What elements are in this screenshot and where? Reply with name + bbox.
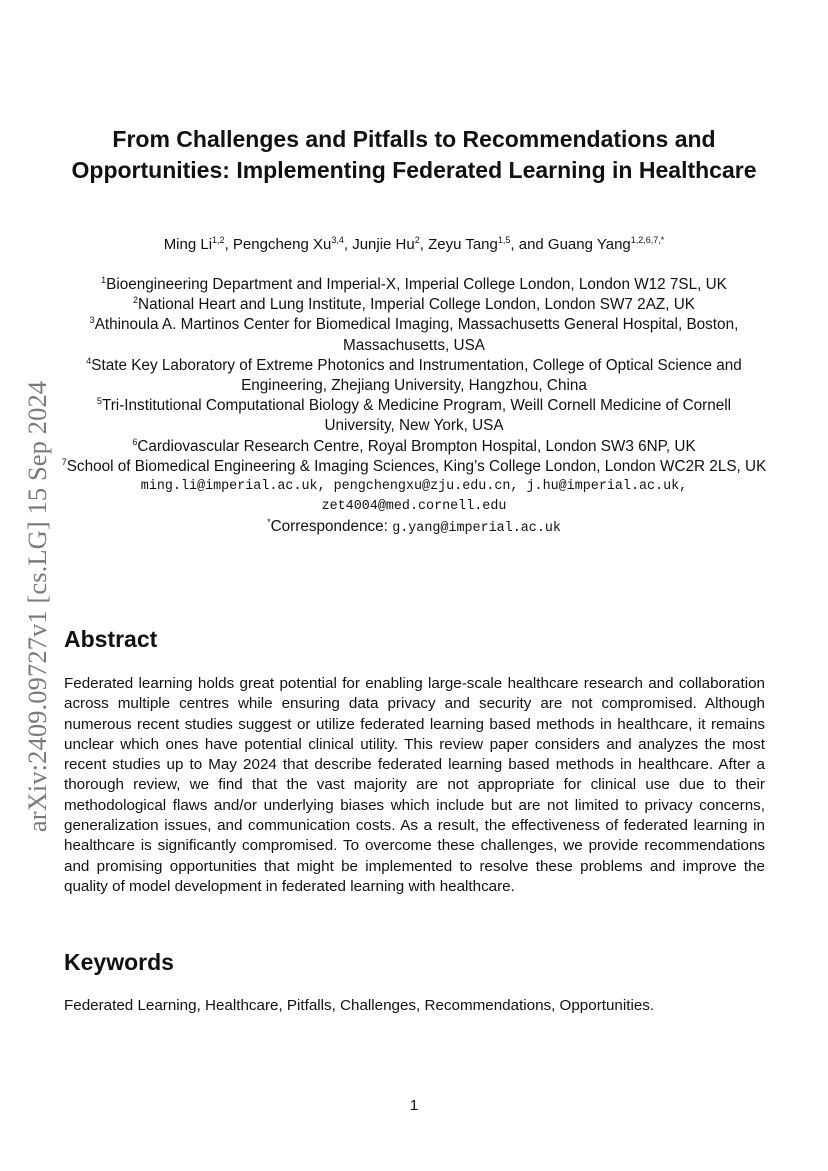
- affiliation-number: 2: [133, 295, 139, 306]
- correspondence-mark: *: [267, 517, 271, 528]
- abstract-body: Federated learning holds great potential for enabling large-scale healthcare research and collaboration across multiple centres while ensuring data privacy and security are not compromised. Although numerous recent studies suggest or utilize federated learning based methods in healthcare, it remains unclear which ones have potential clinical utility. This review paper considers and analyzes the most recent studies up to May 2024 that describe federated learning based methods in healthcare. After a thorough review, we find that the vast majority are not appropriate for clinical use due to their methodological flaws and/or underlying biases which include but are not limited to privacy concerns, generalization issues, and communication costs. As a result, the effectiveness of federated learning in healthcare is significantly compromised. To overcome these challenges, we provide recommendations and promising opportunities that might be implemented to resolve these problems and improve the quality of model development in federated learning with healthcare.: [64, 675, 765, 895]
- author: Junjie Hu$^2$: [352, 235, 420, 253]
- author-affiliation-mark: 1,2: [212, 235, 225, 245]
- affiliation-number: 7: [61, 456, 67, 467]
- affiliation-list: [60, 275, 768, 540]
- correspondence-email: g.yang@imperial.ac.uk: [392, 521, 561, 537]
- affiliation: $^5$Tri-Institutional Computational Biology & Medicine Program, Weill Cornell Medicine of Cornell University, New York, USA: [96, 396, 732, 435]
- author: Zeyu Tang$^{1,5}$: [428, 235, 511, 253]
- author-affiliation-mark: 2: [414, 235, 420, 245]
- affiliation-number: 1: [101, 275, 107, 285]
- affiliation: $^2$National Heart and Lung Institute, Imperial College London, London SW7 2AZ, UK: [133, 295, 695, 314]
- affiliation: $^3$Athinoula A. Martinos Center for Biomedical Imaging, Massachusetts General Hospital, Boston, Massachusetts, USA: [89, 315, 739, 354]
- author-list: [64, 235, 764, 255]
- keywords-heading: Keywords: [64, 949, 174, 975]
- author: Guang Yang$^{1,2,6,7,*}$: [547, 235, 665, 253]
- paper-title: From Challenges and Pitfalls to Recommendations and Opportunities: Implementing Federated Learning in Healthcare: [71, 126, 757, 183]
- affiliation: $^4$State Key Laboratory of Extreme Photonics and Instrumentation, College of Optical Science and Engineering, Zhejiang University, Hangzhou, China: [86, 355, 742, 395]
- author-affiliation-mark: 1,2,6,7,*: [630, 235, 665, 245]
- page-number: 1: [409, 1097, 419, 1114]
- author-separator: ,: [419, 236, 429, 253]
- author-separator: ,: [343, 236, 353, 253]
- author: Pengcheng Xu$^{3,4}$: [232, 235, 344, 253]
- affiliation-number: 5: [96, 396, 102, 407]
- arxiv-stamp: [22, 365, 54, 847]
- affiliation: $^6$Cardiovascular Research Centre, Royal Brompton Hospital, London SW3 6NP, UK: [132, 436, 696, 455]
- correspondence-label: Correspondence:: [270, 518, 393, 536]
- arxiv-identifier: arXiv:2409.09727v1 [cs.LG] 15 Sep 2024: [22, 380, 53, 832]
- affiliation: $^1$Bioengineering Department and Imperial-X, Imperial College London, London W12 7SL, UK: [101, 275, 727, 293]
- author-separator: , and: [510, 236, 548, 253]
- correspondence: [60, 517, 768, 539]
- author-separator: ,: [224, 236, 233, 253]
- affiliation-number: 4: [86, 355, 92, 366]
- author-emails: ming.li@imperial.ac.uk, pengchengxu@zju.edu.cn, j.hu@imperial.ac.uk, zet4004@med.cornell.edu: [140, 479, 688, 515]
- author-affiliation-mark: 3,4: [331, 235, 344, 245]
- keywords-body: Federated Learning, Healthcare, Pitfalls, Challenges, Recommendations, Opportunities.: [64, 997, 655, 1014]
- abstract-heading: Abstract: [64, 626, 158, 652]
- author: Ming Li$^{1,2}$: [163, 235, 225, 253]
- affiliation: $^7$School of Biomedical Engineering & Imaging Sciences, King’s College London, London WC2R 2LS, UK: [61, 456, 767, 475]
- affiliation-number: 6: [132, 436, 138, 447]
- author-affiliation-mark: 1,5: [497, 235, 511, 245]
- affiliation-number: 3: [89, 315, 95, 326]
